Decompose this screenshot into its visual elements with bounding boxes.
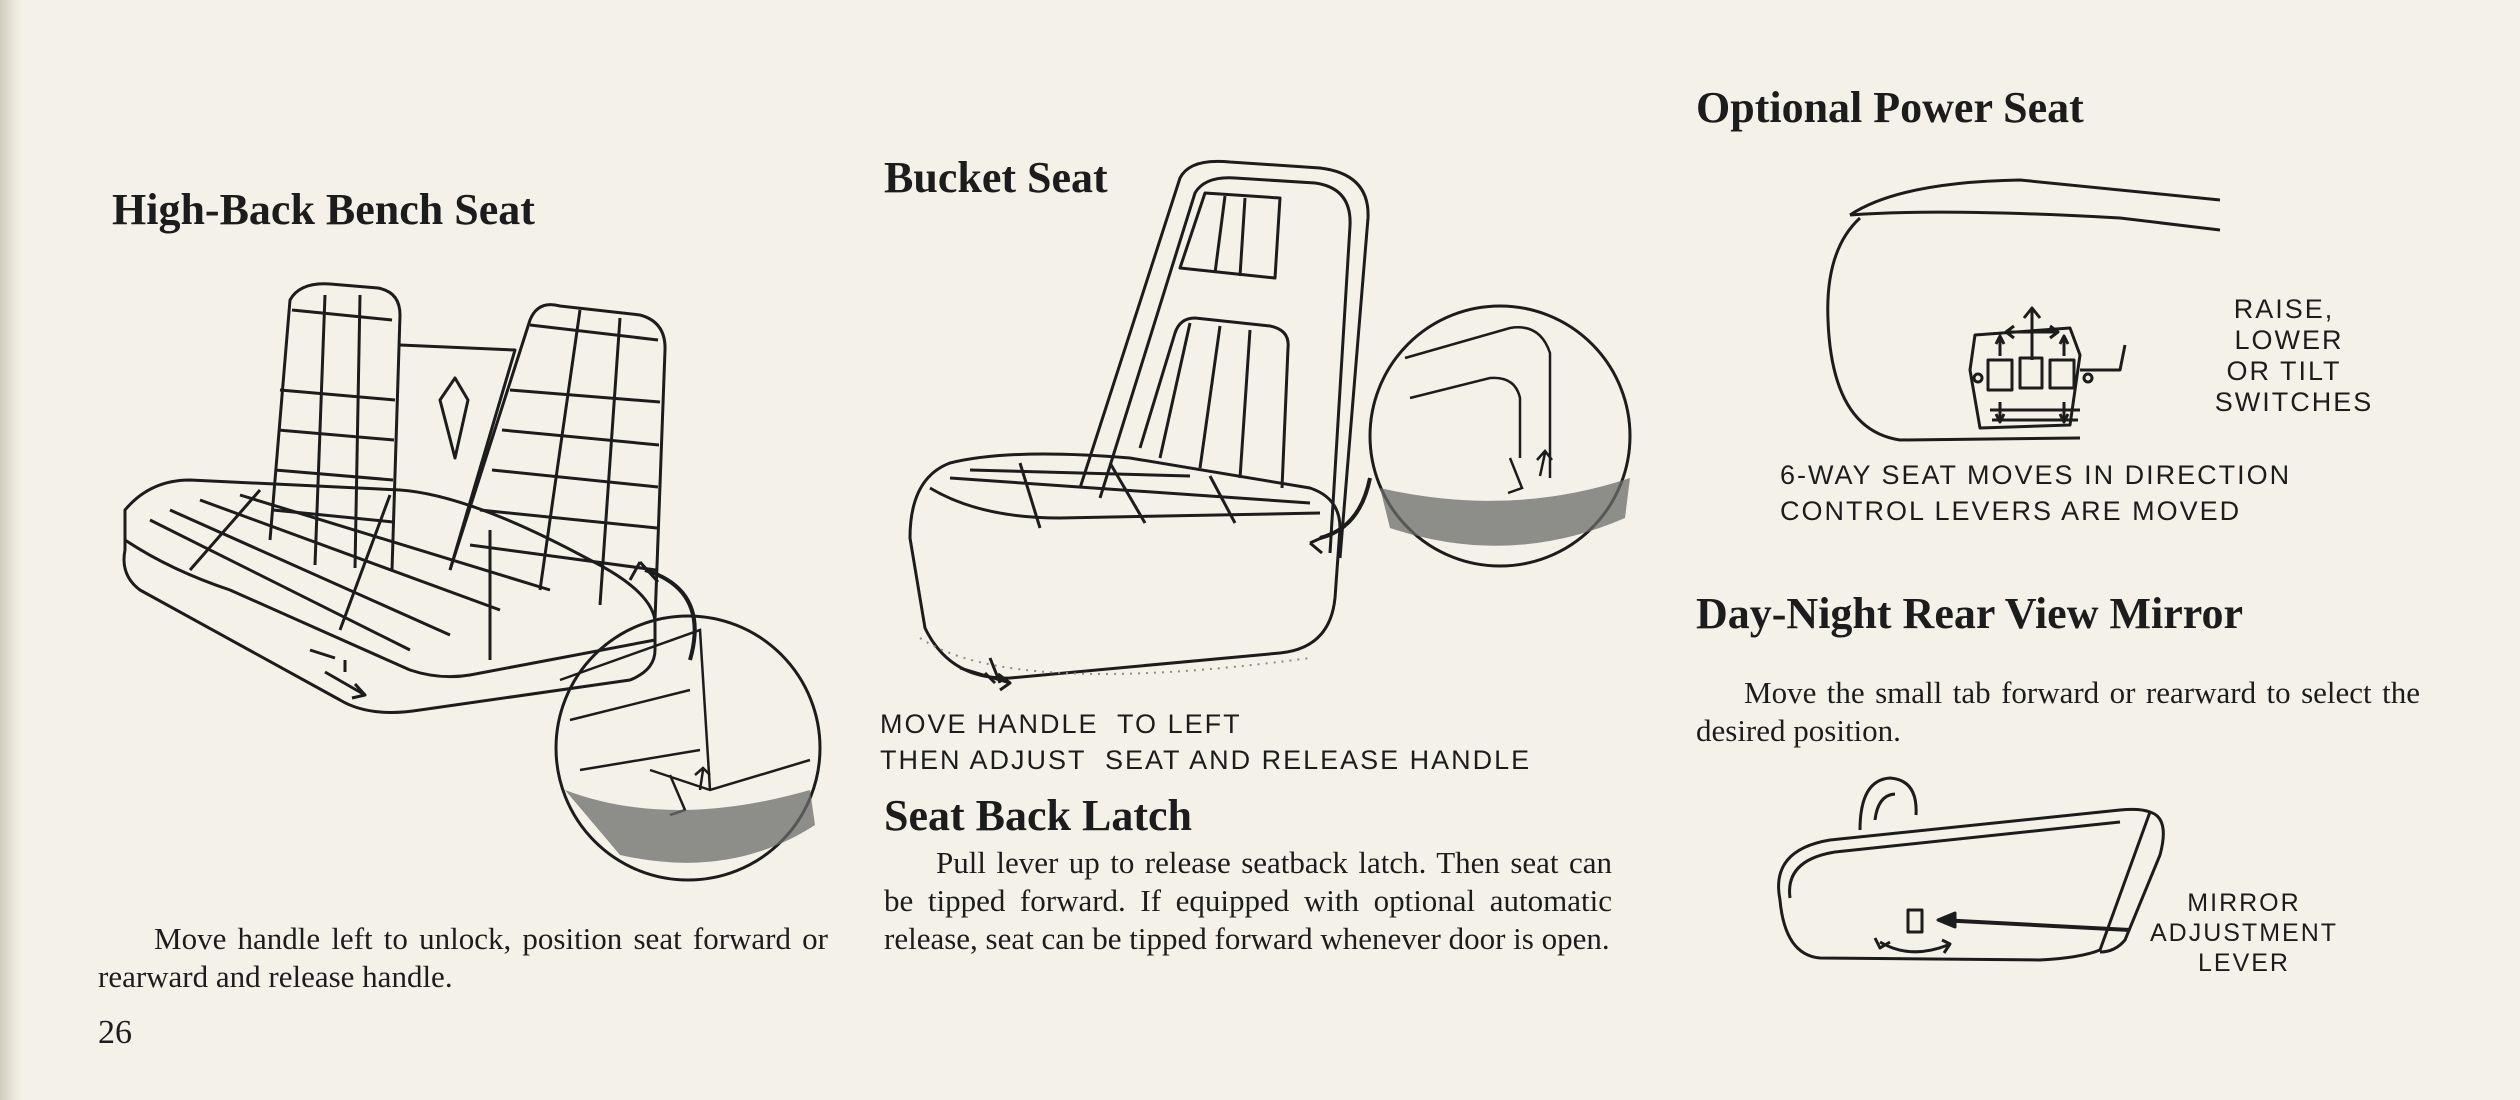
switch-label-line3: OR TILT xyxy=(2226,356,2342,386)
mirror-lever-label xyxy=(2124,888,2364,978)
bench-seat-body: Move handle left to unlock, position seat forward or rearward and release handle. xyxy=(98,921,828,994)
switch-label-line2: LOWER xyxy=(2234,325,2344,355)
bucket-seat-heading: Bucket Seat xyxy=(884,153,1108,202)
mirror-lever-label-line1: MIRROR xyxy=(2187,889,2301,917)
power-caption-line2: CONTROL LEVERS ARE MOVED xyxy=(1780,496,2242,526)
bucket-seat-illustration xyxy=(890,158,1650,698)
switch-label-line4: SWITCHES xyxy=(2214,387,2374,417)
mirror-body: Move the small tab forward or rearward to select the desired position. xyxy=(1696,675,2420,748)
switch-label-line1: RAISE, xyxy=(2233,294,2335,324)
power-seat-illustration xyxy=(1820,170,2240,460)
power-seat-heading: Optional Power Seat xyxy=(1696,83,2084,132)
mirror-lever-label-line3: LEVER xyxy=(2198,949,2290,977)
bench-seat-heading: High-Back Bench Seat xyxy=(112,185,535,234)
page-number: 26 xyxy=(98,1014,132,1051)
page-gutter-shadow xyxy=(0,0,24,1100)
shaded-floor xyxy=(1380,478,1630,546)
switch-label xyxy=(2194,294,2374,418)
power-caption-line1: 6-WAY SEAT MOVES IN DIRECTION xyxy=(1780,460,2292,490)
shaded-floor xyxy=(565,790,815,863)
mirror-lever-label-line2: ADJUSTMENT xyxy=(2149,919,2339,947)
bucket-caption-line2: THEN ADJUST SEAT AND RELEASE HANDLE xyxy=(880,745,1532,775)
seat-back-latch-body: Pull lever up to release seatback latch. Then seat can be tipped forward. If equipped with optional automatic release, seat can be tipped forward whenever door is open. xyxy=(884,845,1612,956)
mirror-heading: Day-Night Rear View Mirror xyxy=(1696,589,2244,638)
seat-back-latch-heading: Seat Back Latch xyxy=(884,791,1192,840)
bucket-caption-line1: MOVE HANDLE TO LEFT xyxy=(880,709,1242,739)
bench-seat-illustration xyxy=(110,270,870,920)
